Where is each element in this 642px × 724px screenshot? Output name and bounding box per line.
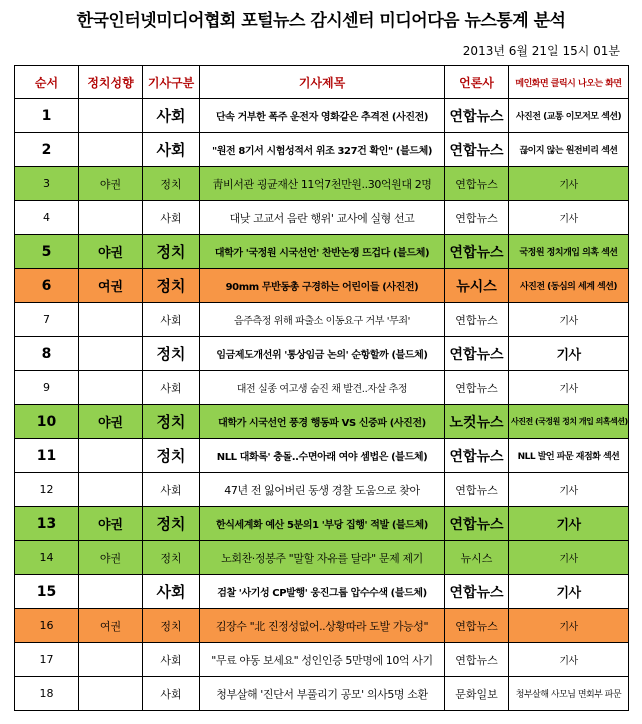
- cell-category: 정치: [143, 167, 200, 201]
- cell-headline: 한식세계화 예산 5분의1 '부당 집행' 적발 (블드체): [200, 507, 445, 541]
- cell-headline: 청부살해 '진단서 부풀리기 공모' 의사5명 소환: [200, 677, 445, 711]
- cell-main-screen: 끊이지 않는 원전비리 섹션: [509, 133, 629, 167]
- cell-publisher: 연합뉴스: [445, 201, 509, 235]
- cell-rank: 8: [15, 337, 79, 371]
- cell-rank: 16: [15, 609, 79, 643]
- cell-rank: 14: [15, 541, 79, 575]
- table-body: [15, 99, 629, 711]
- cell-publisher: 연합뉴스: [445, 235, 509, 269]
- table-row: [15, 507, 629, 541]
- cell-main-screen: 기사: [509, 643, 629, 677]
- cell-rank: 15: [15, 575, 79, 609]
- cell-headline: 김장수 "北 진정성없어..상황따라 도발 가능성": [200, 609, 445, 643]
- cell-political: 야권: [79, 167, 143, 201]
- table-row: [15, 269, 629, 303]
- table-row: [15, 575, 629, 609]
- table-row: [15, 235, 629, 269]
- cell-political: [79, 337, 143, 371]
- header-publisher: 언론사: [445, 66, 509, 99]
- cell-category: 정치: [143, 269, 200, 303]
- cell-category: 사회: [143, 643, 200, 677]
- cell-publisher: 연합뉴스: [445, 371, 509, 405]
- cell-rank: 7: [15, 303, 79, 337]
- cell-category: 정치: [143, 337, 200, 371]
- cell-rank: 5: [15, 235, 79, 269]
- cell-headline: 47년 전 잃어버린 동생 경찰 도움으로 찾아: [200, 473, 445, 507]
- cell-rank: 6: [15, 269, 79, 303]
- cell-publisher: 연합뉴스: [445, 99, 509, 133]
- table-row: [15, 99, 629, 133]
- cell-publisher: 연합뉴스: [445, 439, 509, 473]
- cell-publisher: 연합뉴스: [445, 643, 509, 677]
- cell-main-screen: 사진전 (동심의 세계 섹션): [509, 269, 629, 303]
- cell-main-screen: 국정원 정치개입 의혹 섹션: [509, 235, 629, 269]
- table-row: [15, 303, 629, 337]
- cell-headline: 대학가 '국정원 시국선언' 찬반논쟁 뜨겁다 (블드체): [200, 235, 445, 269]
- header-main-screen: 메인화면 클릭시 나오는 화면: [509, 66, 629, 99]
- cell-category: 사회: [143, 201, 200, 235]
- cell-publisher: 노컷뉴스: [445, 405, 509, 439]
- cell-rank: 2: [15, 133, 79, 167]
- cell-publisher: 연합뉴스: [445, 303, 509, 337]
- table-row: [15, 473, 629, 507]
- cell-publisher: 뉴시스: [445, 541, 509, 575]
- cell-publisher: 연합뉴스: [445, 473, 509, 507]
- cell-publisher: 연합뉴스: [445, 167, 509, 201]
- cell-main-screen: 기사: [509, 609, 629, 643]
- cell-main-screen: 기사: [509, 507, 629, 541]
- cell-main-screen: 기사: [509, 201, 629, 235]
- cell-category: 사회: [143, 99, 200, 133]
- cell-rank: 3: [15, 167, 79, 201]
- cell-publisher: 뉴시스: [445, 269, 509, 303]
- cell-political: 야권: [79, 507, 143, 541]
- table-row: [15, 541, 629, 575]
- cell-rank: 11: [15, 439, 79, 473]
- cell-main-screen: 기사: [509, 167, 629, 201]
- cell-rank: 18: [15, 677, 79, 711]
- cell-publisher: 연합뉴스: [445, 337, 509, 371]
- cell-main-screen: 기사: [509, 473, 629, 507]
- cell-main-screen: 사진전 (교통 이모저모 섹션): [509, 99, 629, 133]
- news-stats-table: [14, 65, 629, 711]
- cell-headline: NLL 대화록' 충돌..수면아래 여야 셈법은 (블드체): [200, 439, 445, 473]
- header-rank: 순서: [15, 66, 79, 99]
- cell-category: 사회: [143, 303, 200, 337]
- cell-political: [79, 133, 143, 167]
- table-row: [15, 201, 629, 235]
- table-row: [15, 405, 629, 439]
- cell-headline: 대학가 시국선언 풍경 행동파 VS 신중파 (사진전): [200, 405, 445, 439]
- cell-publisher: 연합뉴스: [445, 575, 509, 609]
- cell-publisher: 문화일보: [445, 677, 509, 711]
- cell-political: [79, 303, 143, 337]
- cell-rank: 13: [15, 507, 79, 541]
- cell-main-screen: NLL 발언 파문 재점화 섹션: [509, 439, 629, 473]
- page-title: 한국인터넷미디어협회 포털뉴스 감시센터 미디어다음 뉴스통계 분석: [76, 11, 566, 31]
- header-political: 정치성향: [79, 66, 143, 99]
- cell-headline: 노회찬·정봉주 "말할 자유를 달라" 문제 제기: [200, 541, 445, 575]
- cell-category: 사회: [143, 575, 200, 609]
- header-category: 기사구분: [143, 66, 200, 99]
- cell-political: 야권: [79, 405, 143, 439]
- cell-category: 정치: [143, 235, 200, 269]
- cell-political: [79, 201, 143, 235]
- cell-category: 사회: [143, 677, 200, 711]
- cell-rank: 10: [15, 405, 79, 439]
- cell-main-screen: 기사: [509, 541, 629, 575]
- cell-headline: 음주측정 위해 파출소 이동요구 거부 '무죄': [200, 303, 445, 337]
- cell-political: [79, 473, 143, 507]
- cell-category: 정치: [143, 405, 200, 439]
- cell-category: 사회: [143, 371, 200, 405]
- cell-headline: 대전 실종 여고생 숨진 채 발견..자살 추정: [200, 371, 445, 405]
- cell-main-screen: 사진전 (국정원 정치 개입 의혹섹션): [509, 405, 629, 439]
- header-headline: 기사제목: [200, 66, 445, 99]
- cell-rank: 9: [15, 371, 79, 405]
- cell-category: 정치: [143, 609, 200, 643]
- cell-category: 사회: [143, 473, 200, 507]
- table-header-row: [15, 66, 629, 99]
- cell-main-screen: 기사: [509, 303, 629, 337]
- cell-headline: "원전 8기서 시험성적서 위조 327건 확인" (블드체): [200, 133, 445, 167]
- table-row: [15, 609, 629, 643]
- table-row: [15, 371, 629, 405]
- cell-political: 여권: [79, 609, 143, 643]
- cell-political: [79, 99, 143, 133]
- cell-political: [79, 643, 143, 677]
- cell-headline: "무료 야동 보세요" 성인인증 5만명에 10억 사기: [200, 643, 445, 677]
- cell-main-screen: 기사: [509, 371, 629, 405]
- cell-publisher: 연합뉴스: [445, 507, 509, 541]
- cell-category: 사회: [143, 133, 200, 167]
- cell-political: 야권: [79, 541, 143, 575]
- cell-category: 정치: [143, 541, 200, 575]
- cell-rank: 1: [15, 99, 79, 133]
- table-row: [15, 337, 629, 371]
- table-row: [15, 133, 629, 167]
- table-row: [15, 167, 629, 201]
- cell-political: [79, 371, 143, 405]
- cell-headline: 대낮 고교서 음란 행위' 교사에 실형 선고: [200, 201, 445, 235]
- cell-political: [79, 439, 143, 473]
- cell-main-screen: 기사: [509, 337, 629, 371]
- cell-headline: 단속 거부한 폭주 운전자 영화같은 추격전 (사진전): [200, 99, 445, 133]
- cell-publisher: 연합뉴스: [445, 609, 509, 643]
- cell-headline: 임금제도개선위 '통상임금 논의' 순항할까 (블드체): [200, 337, 445, 371]
- cell-main-screen: 청부살해 사모님 면회부 파문: [509, 677, 629, 711]
- table-row: [15, 677, 629, 711]
- table-row: [15, 439, 629, 473]
- cell-political: 야권: [79, 235, 143, 269]
- cell-category: 정치: [143, 507, 200, 541]
- cell-rank: 17: [15, 643, 79, 677]
- cell-publisher: 연합뉴스: [445, 133, 509, 167]
- cell-headline: 검찰 '사기성 CP발행' 웅진그룹 압수수색 (블드체): [200, 575, 445, 609]
- cell-headline: 90mm 무반동총 구경하는 어린이들 (사진전): [200, 269, 445, 303]
- cell-main-screen: 기사: [509, 575, 629, 609]
- cell-headline: 靑비서관 굉균재산 11억7천만원..30억원대 2명: [200, 167, 445, 201]
- cell-category: 정치: [143, 439, 200, 473]
- cell-rank: 12: [15, 473, 79, 507]
- cell-rank: 4: [15, 201, 79, 235]
- table-row: [15, 643, 629, 677]
- cell-political: [79, 575, 143, 609]
- timestamp: 2013년 6월 21일 15시 01분: [462, 44, 620, 58]
- cell-political: [79, 677, 143, 711]
- cell-political: 여권: [79, 269, 143, 303]
